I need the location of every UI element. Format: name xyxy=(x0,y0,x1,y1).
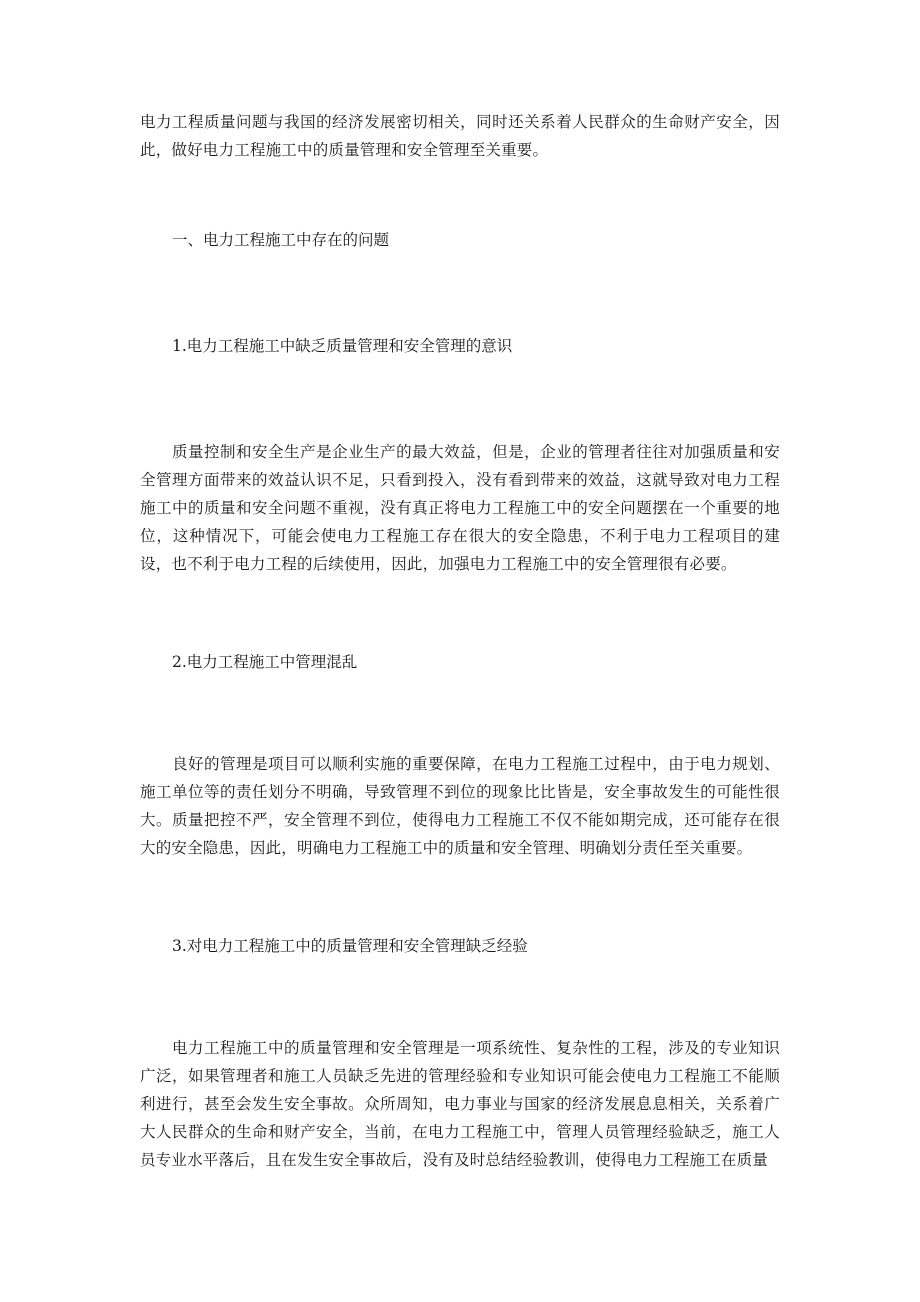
section-heading-1: 一、电力工程施工中存在的问题 xyxy=(172,231,390,249)
subsection-paragraph-2: 良好的管理是项目可以顺利实施的重要保障，在电力工程施工过程中，由于电力规划、施工单位等的责任划分不明确，导致管理不到位的现象比比皆是，安全事故发生的可能性很大。质量把控不严，安全管理不到位，使得电力工程施工不仅不能如期完成，还可能存在很大的安全隐患，因此，明确电力工程施工中的质量和安全管理、明确划分责任至关重要。 xyxy=(140,755,780,857)
subsection-heading-1: 1.电力工程施工中缺乏质量管理和安全管理的意识 xyxy=(172,337,513,355)
subsection-heading-2: 2.电力工程施工中管理混乱 xyxy=(172,653,358,671)
subsection-paragraph-3: 电力工程施工中的质量管理和安全管理是一项系统性、复杂性的工程，涉及的专业知识广泛，如果管理者和施工人员缺乏先进的管理经验和专业知识可能会使电力工程施工不能顺利进行，甚至会发生安全事故。众所周知，电力事业与国家的经济发展息息相关，关系着广大人民群众的生命和财产安全，当前，在电力工程施工中，管理人员管理经验缺乏，施工人员专业水平落后，且在发生安全事故后，没有及时总结经验教训，使得电力工程施工在质量 xyxy=(140,1039,780,1169)
subsection-paragraph-1: 质量控制和安全生产是企业生产的最大效益，但是，企业的管理者往往对加强质量和安全管理方面带来的效益认识不足，只看到投入，没有看到带来的效益，这就导致对电力工程施工中的质量和安全问题不重视，没有真正将电力工程施工中的安全问题摆在一个重要的地位，这种情况下，可能会使电力工程施工存在很大的安全隐患，不利于电力工程项目的建设，也不利于电力工程的后续使用，因此，加强电力工程施工中的安全管理很有必要。 xyxy=(140,443,780,573)
document-page xyxy=(140,108,780,1174)
intro-paragraph: 电力工程质量问题与我国的经济发展密切相关，同时还关系着人民群众的生命财产安全，因此，做好电力工程施工中的质量管理和安全管理至关重要。 xyxy=(140,113,780,159)
subsection-heading-3: 3.对电力工程施工中的质量管理和安全管理缺乏经验 xyxy=(172,937,528,955)
